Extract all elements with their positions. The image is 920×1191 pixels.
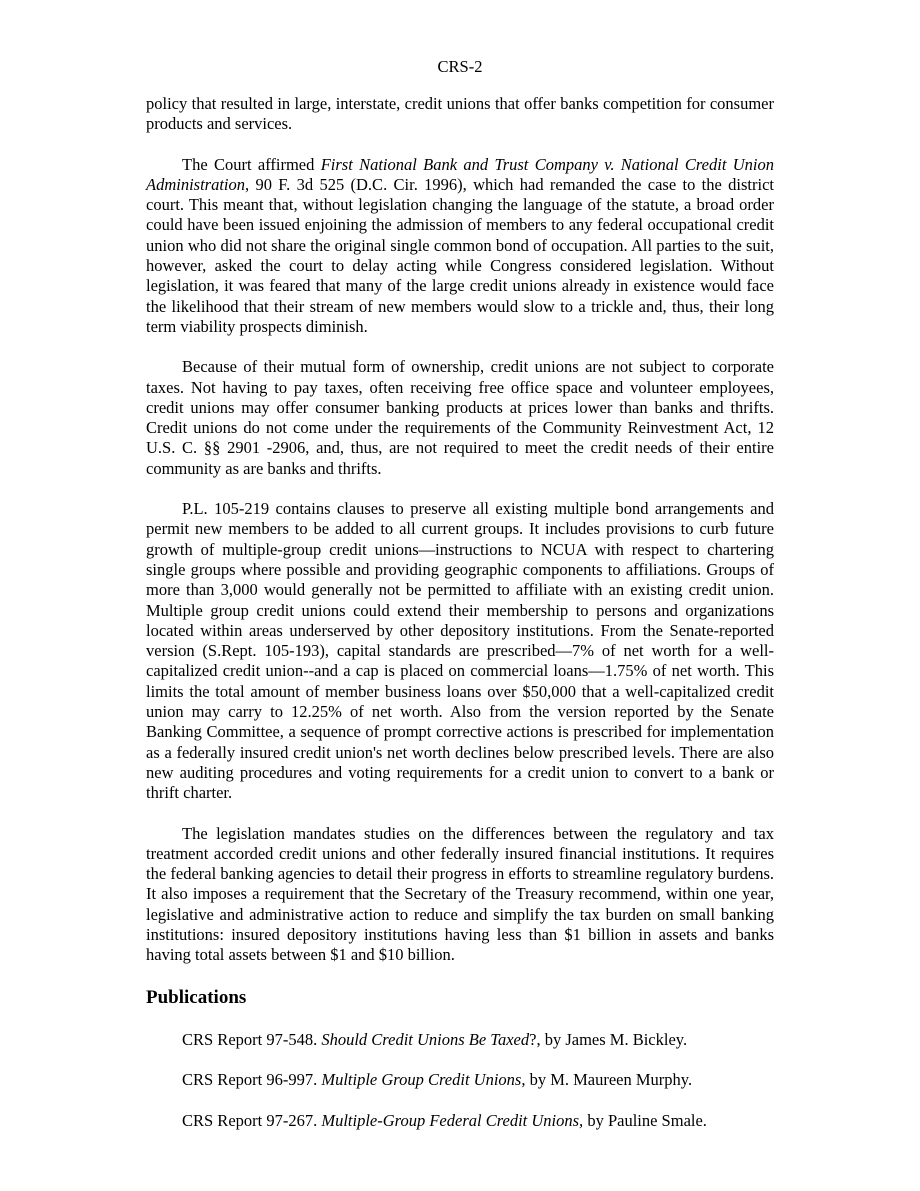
paragraph-2-rest: , 90 F. 3d 525 (D.C. Cir. 1996), which had remanded the case to the district court. This meant that, without legislation changing the language of the statute, a broad order could have been issued enjoining the admission of members to any federal occupational credit union who did not share the original single common bond of occupation. All parties to the suit, however, asked the court to delay acting while Congress considered legislation. Without legislation, it was feared that many of the large credit unions already in existence would face the likelihood that their stream of new members would slow to a trickle and, thus, their long term viability prospects diminish. [146,174,774,336]
publication-report-number: CRS Report 97-267. [182,1110,322,1130]
publication-author: ?, by James M. Bickley. [529,1029,688,1049]
case-citation: First National Bank and Trust Company v. National Credit Union Administration [146,154,774,194]
publication-author: by Pauline Smale. [583,1110,707,1130]
publication-title: Multiple Group Credit Unions, [321,1070,526,1090]
paragraph-2 [146,155,774,338]
paragraph-4: P.L. 105-219 contains clauses to preserve all existing multiple bond arrangements and permit new members to be added to all current groups. It includes provisions to curb future growth of multiple-group credit unions—instructions to NCUA with respect to chartering single groups where possible and providing geographic components to affiliations. Groups of more than 3,000 would generally not be permitted to affiliate with an existing credit union. Multiple group credit unions could extend their membership to persons and organizations located within areas underserved by other depository institutions. From the Senate-reported version (S.Rept. 105-193), capital standards are prescribed—7% of net worth for a well-capitalized credit union--and a cap is placed on commercial loans—1.75% of net worth. This limits the total amount of member business loans over $50,000 that a well-capitalized credit union may carry to 12.25% of net worth. Also from the version reported by the Senate Banking Committee, a sequence of prompt corrective actions is prescribed for implementation as a federally insured credit union's net worth declines below prescribed levels. There are also new auditing procedures and voting requirements for a credit union to convert to a bank or thrift charter. [146,499,774,803]
paragraph-5: The legislation mandates studies on the differences between the regulatory and tax treatment accorded credit unions and other federally insured financial institutions. It requires the federal banking agencies to detail their progress in efforts to streamline regulatory burdens. It also imposes a requirement that the Secretary of the Treasury recommend, within one year, legislative and administrative action to reduce and simplify the tax burden on small banking institutions: insured depository institutions having less than $1 billion in assets and banks having total assets between $1 and $10 billion. [146,823,774,965]
publication-report-number: CRS Report 97-548. [182,1029,322,1049]
document-body [146,94,774,1151]
publication-item [182,1070,774,1090]
publication-item [182,1111,774,1131]
publication-author: by M. Maureen Murphy. [525,1070,693,1090]
publication-report-number: CRS Report 96-997. [182,1070,322,1090]
page-number-header: CRS-2 [437,57,483,76]
publications-heading: Publications [146,986,247,1008]
publication-title: Should Credit Unions Be Taxed [321,1029,530,1049]
paragraph-2-lead: The Court affirmed [182,154,321,174]
publication-item [182,1030,774,1050]
paragraph-1: policy that resulted in large, interstate, credit unions that offer banks competition for consumer products and services. [146,94,774,134]
publication-title: Multiple-Group Federal Credit Unions, [321,1110,584,1130]
paragraph-3: Because of their mutual form of ownership, credit unions are not subject to corporate taxes. Not having to pay taxes, often receiving free office space and volunteer employees, credit unions may offer consumer banking products at prices lower than banks and thrifts. Credit unions do not come under the requirements of the Community Reinvestment Act, 12 U.S. C. §§ 2901 -2906, and, thus, are not required to meet the credit needs of their entire community as are banks and thrifts. [146,357,774,478]
